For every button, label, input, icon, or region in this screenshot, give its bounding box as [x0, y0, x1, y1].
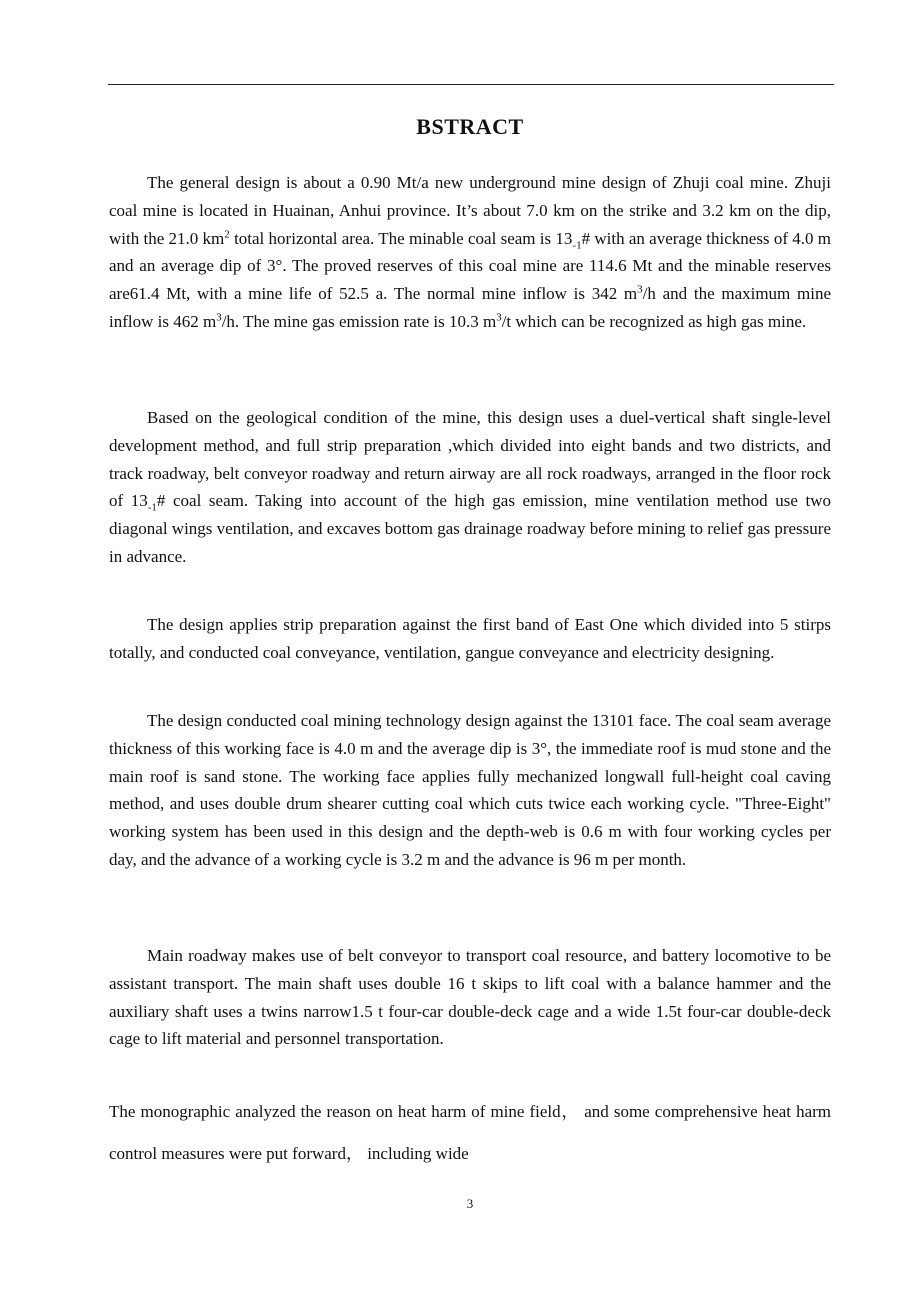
subscript: -1: [147, 501, 157, 514]
page-number: 3: [466, 1196, 474, 1211]
text-run: # with an average thickness of 4.0 m and an average dip of 3°. The proved reserves of this coal mine are 114.6 Mt and the minable reserves are61.4 Mt, with a mine life of 52.5 a. The normal mine inflow is 342 m: [109, 228, 832, 304]
superscript: 3: [216, 311, 222, 324]
abstract-paragraph-3: The design applies strip preparation against the first band of East One which divided into 5 stirps totally, and conducted coal conveyance, ventilation, gangue conveyance and electricity designing.: [109, 615, 831, 662]
text-run: /h and the maximum mine inflow is 462 m: [109, 284, 831, 331]
text-run: Based on the geological condition of the mine, this design uses a duel-vertical shaft single-level development method, and full strip preparation ,which divided into eight bands and two districts, and track roadway, belt conveyor roadway and return airway are all rock roadways, arranged in the floor rock of 13: [109, 408, 831, 511]
text-run: # coal seam. Taking into account of the high gas emission, mine ventilation method use two diagonal wings ventilation, and excaves bottom gas drainage roadway before mining to relief gas pressure in advance.: [109, 491, 831, 566]
abstract-paragraph-2: [109, 404, 831, 571]
superscript: 3: [496, 311, 502, 324]
abstract-paragraph-5: Main roadway makes use of belt conveyor to transport coal resource, and battery locomotive to be assistant transport. The main shaft uses double 16 t skips to lift coal with a balance hammer and the auxiliary shaft uses a twins narrow1.5 t four-car double-deck cage and a wide 1.5t four-car double-deck cage to lift material and personnel transportation.: [109, 946, 831, 1049]
header-rule: [108, 84, 834, 85]
abstract-paragraph-6: The monographic analyzed the reason on heat harm of mine field， and some comprehensive heat harm control measures were put forward， including wide: [109, 1102, 831, 1163]
text-run: /h. The mine gas emission rate is 10.3 m: [221, 311, 497, 331]
text-run: total horizontal area. The minable coal seam is 13: [229, 228, 573, 248]
superscript: 2: [224, 227, 230, 240]
text-run: /t which can be recognized as high gas mine.: [501, 311, 807, 331]
text-run: The general design is about a 0.90 Mt/a new underground mine design of Zhuji coal mine. Zhuji coal mine is located in Huainan, Anhui province. It’s about 7.0 km on the strike and 3.2 km on the dip, with the 21.0 km: [109, 173, 831, 248]
subscript: -1: [572, 238, 582, 251]
abstract-paragraph-4: The design conducted coal mining technology design against the 13101 face. The coal seam average thickness of this working face is 4.0 m and the average dip is 3°, the immediate roof is mud stone and the main roof is sand stone. The working face applies fully mechanized longwall full-height coal caving method, and uses double drum shearer cutting coal which cuts twice each working cycle. "Three-Eight" working system has been used in this design and the depth-web is 0.6 m with four working cycles per day, and the advance of a working cycle is 3.2 m and the advance is 96 m per month.: [109, 711, 831, 869]
abstract-paragraph-1: [109, 169, 831, 336]
superscript: 3: [637, 283, 643, 296]
page-title: BSTRACT: [416, 114, 524, 139]
